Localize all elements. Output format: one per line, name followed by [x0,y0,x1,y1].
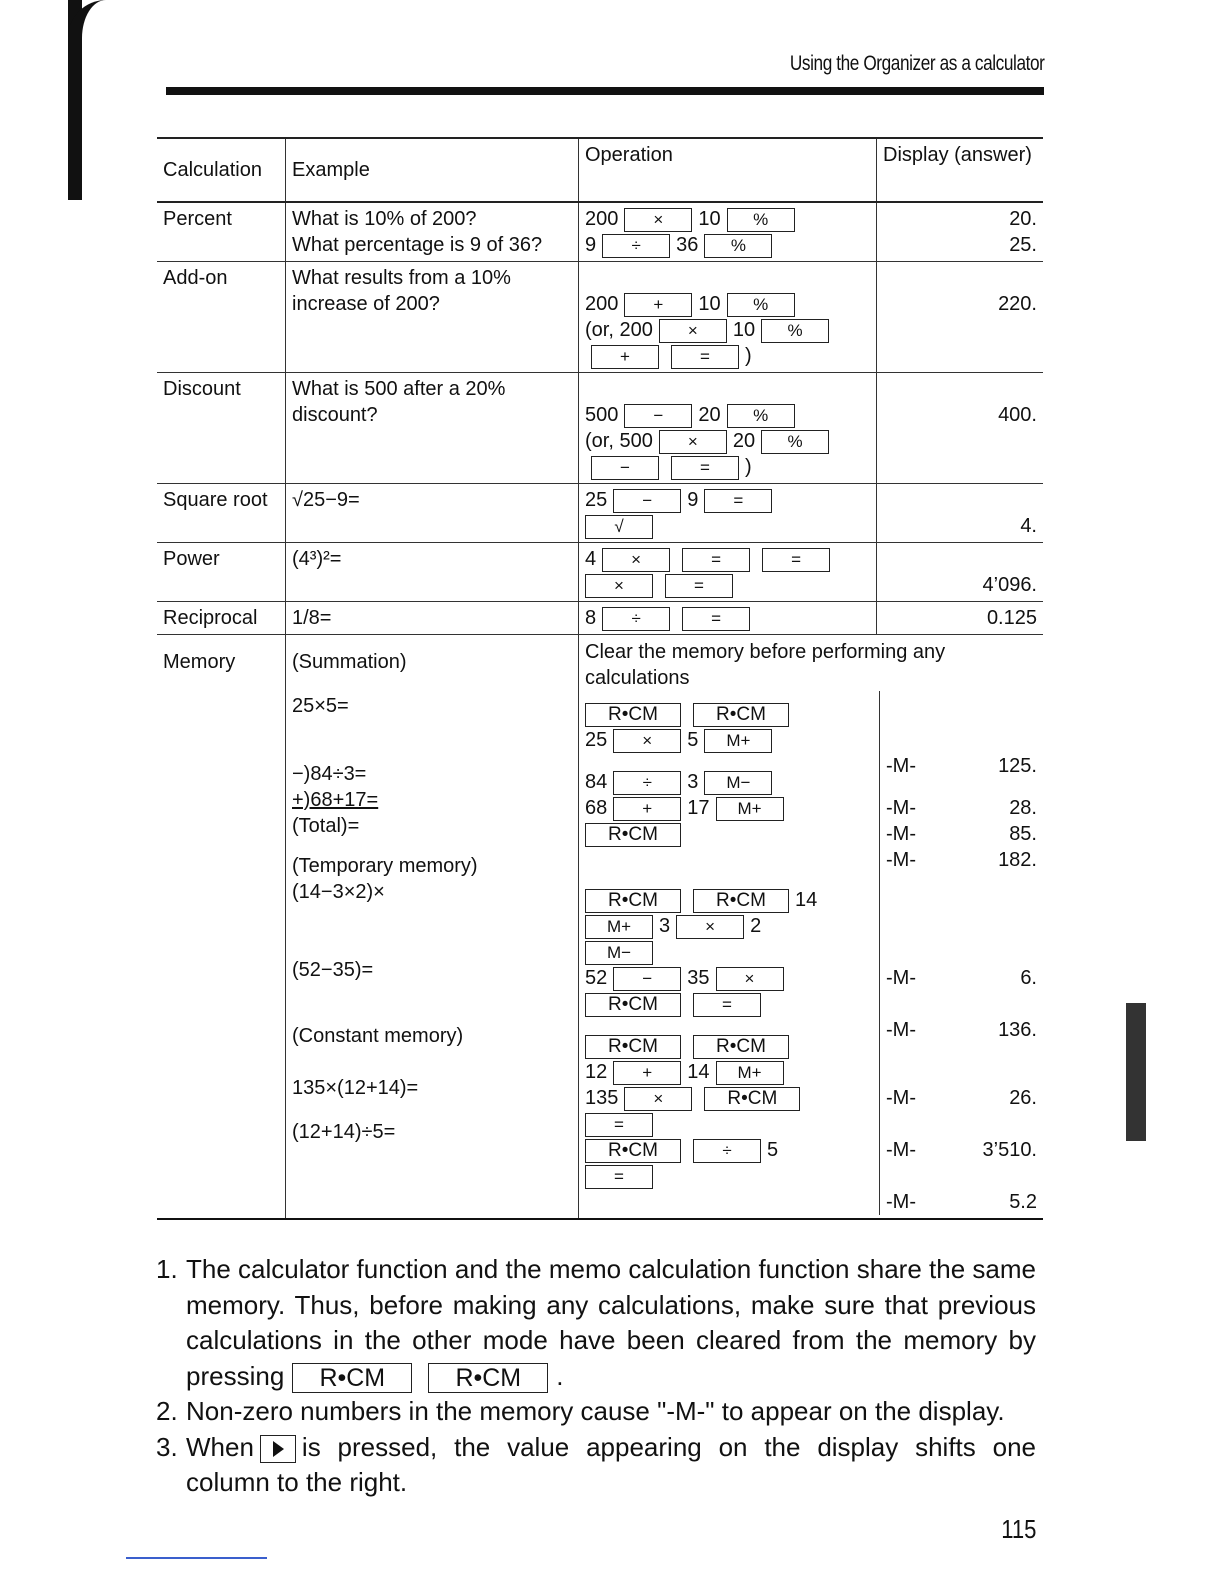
op-num: 200 [585,293,619,315]
operation-cell [579,202,877,262]
calculation-table [157,137,1043,1220]
note-item [156,1430,1036,1501]
operation-cell [579,262,877,373]
key-percent: % [727,208,795,232]
op-line [585,965,875,991]
operation-cell [579,543,877,602]
op-num: 9 [687,489,699,511]
display-cell [877,484,1044,543]
display-value: 0.125 [986,607,1037,629]
op-line [585,1111,875,1137]
key-equals: = [585,1165,653,1189]
calc-name: Discount [157,373,286,484]
table-row [157,373,1043,484]
display-cell [877,262,1044,373]
example-cell [286,602,579,635]
example-line: (Summation) [292,651,407,673]
memory-indicator: -M- [886,1019,916,1041]
key-rcm: R•CM [585,993,681,1017]
key-mplus: M+ [585,915,653,939]
spacer [883,546,1037,572]
spacer [883,487,1037,513]
key-equals: = [682,548,750,572]
op-num: 17 [687,797,710,819]
example-line: (Constant memory) [292,1025,464,1047]
display-value: 125. [998,755,1037,777]
memory-grid [585,691,1037,1215]
example-line: 25×5= [292,695,349,717]
op-line [585,1085,875,1111]
key-equals: = [693,993,761,1017]
op-num: 200 [585,208,619,230]
example-line: (4³)²= [292,548,342,570]
display-value: 182. [998,849,1037,871]
col-header-display: Display (answer) [877,138,1044,202]
key-rcm: R•CM [428,1363,548,1393]
op-line [585,887,875,913]
key-percent: % [727,404,795,428]
op-num: 36 [676,234,699,256]
key-equals: = [682,607,750,631]
key-mplus: M+ [704,729,772,753]
key-rcm: R•CM [693,703,789,727]
op-line [585,513,870,539]
example-line: discount? [292,404,378,426]
op-num: (or, 200 [585,319,653,341]
spacer [585,265,870,291]
op-line [585,605,870,631]
example-line: 135×(12+14)= [292,1077,419,1099]
display-value: 5.2 [1009,1191,1037,1213]
op-line [585,701,875,727]
key-equals: = [762,548,830,572]
key-mplus: M+ [716,1061,784,1085]
key-times: × [602,548,670,572]
op-line [585,1163,875,1189]
memory-display [879,691,1037,1215]
example-line: What is 500 after a 20% [292,378,506,400]
example-line: 1/8= [292,607,332,629]
key-rcm: R•CM [585,1139,681,1163]
play-key-icon [260,1435,296,1463]
table-row-memory [157,635,1043,1220]
calc-name: Memory [157,635,286,1220]
op-line [585,913,875,939]
note-number: 2. [156,1396,178,1426]
key-rcm: R•CM [585,703,681,727]
op-num: 10 [698,208,721,230]
op-num: 14 [687,1061,710,1083]
op-num: 5 [767,1139,779,1161]
memory-note: Clear the memory before performing any calculations [585,641,946,689]
display-value: 26. [1009,1087,1037,1109]
memory-display-row [886,965,1037,991]
display-value: 20. [1009,208,1037,230]
page-header: Using the Organizer as a calculator [789,52,1044,75]
table-header-row [157,138,1043,202]
op-num: 25 [585,729,608,751]
calc-name: Power [157,543,286,602]
example-line: +)68+17= [292,789,379,811]
memory-ops [585,691,875,1215]
op-num: 68 [585,797,608,819]
op-paren: ) [745,345,752,367]
key-rcm: R•CM [585,823,681,847]
op-num: 8 [585,607,597,629]
key-times: × [585,574,653,598]
key-equals: = [671,345,739,369]
table-row [157,543,1043,602]
op-num: 4 [585,548,597,570]
example-cell [286,543,579,602]
memory-display-row [886,1017,1037,1043]
note-number: 1. [156,1254,178,1284]
key-times: × [624,1087,692,1111]
spacer [585,376,870,402]
op-line [585,1033,875,1059]
op-line [585,232,870,258]
op-num: 135 [585,1087,619,1109]
memory-display-row [886,1189,1037,1215]
example-cell [286,202,579,262]
example-line: (Temporary memory) [292,855,478,877]
spacer [883,265,1037,291]
col-header-operation: Operation [579,138,877,202]
display-cell [877,543,1044,602]
key-divide: ÷ [613,771,681,795]
key-percent: % [704,234,772,258]
memory-indicator: -M- [886,1191,916,1213]
key-minus: − [624,404,692,428]
key-rcm: R•CM [693,1035,789,1059]
key-equals: = [585,1113,653,1137]
op-line [585,487,870,513]
op-num: 3 [659,915,671,937]
op-num: 14 [795,889,818,911]
note-item [156,1252,1036,1394]
note-text: Non-zero numbers in the memory cause "-M-" to appear on the display. [186,1396,1005,1426]
key-rcm: R•CM [585,1035,681,1059]
example-line: √25−9= [292,489,360,511]
key-divide: ÷ [602,234,670,258]
example-line: (14−3×2)× [292,881,385,903]
op-line [585,991,875,1017]
key-sqrt: √ [585,515,653,539]
calc-name: Add-on [157,262,286,373]
key-percent: % [727,293,795,317]
header-rule [166,87,1044,95]
op-line [585,402,870,428]
note-text [186,1252,1036,1394]
key-rcm: R•CM [693,889,789,913]
op-num: 12 [585,1061,608,1083]
op-num: 25 [585,489,608,511]
memory-display-row [886,1137,1037,1163]
op-line [585,428,870,454]
note-text-part: is pressed, the value appearing on the display shifts one column to the right. [186,1431,1036,1497]
display-value: 85. [1009,823,1037,845]
key-rcm: R•CM [585,889,681,913]
op-num: 20 [698,404,721,426]
example-line: (Total)= [292,815,360,837]
key-rcm: R•CM [704,1087,800,1111]
footer-rule [126,1557,267,1559]
display-value: 136. [998,1019,1037,1041]
memory-display-row [886,821,1037,847]
example-line: increase of 200? [292,293,440,315]
key-percent: % [761,319,829,343]
operation-cell [579,602,877,635]
page-number: 115 [1000,1514,1036,1544]
display-value: 3’510. [982,1139,1037,1161]
col-header-example: Example [286,138,579,202]
key-times: × [624,208,692,232]
op-num: 5 [687,729,699,751]
op-num: 52 [585,967,608,989]
memory-display-row [886,753,1037,779]
op-num: 500 [585,404,619,426]
key-mminus: M− [585,941,653,965]
op-line [585,795,875,821]
op-num: 84 [585,771,608,793]
note-text [186,1430,1036,1501]
notes-list [156,1252,1036,1501]
op-num: 3 [687,771,699,793]
display-value: 400. [998,404,1037,426]
key-rcm: R•CM [292,1363,412,1393]
op-num: 35 [687,967,710,989]
key-times: × [659,430,727,454]
op-line [585,939,875,965]
example-cell [286,373,579,484]
col-header-calculation: Calculation [157,138,286,202]
op-line [585,727,875,753]
key-times: × [676,915,744,939]
display-value: 28. [1009,797,1037,819]
operation-cell [579,373,877,484]
key-equals: = [704,489,772,513]
key-minus: − [613,489,681,513]
spacer [883,376,1037,402]
example-cell [286,484,579,543]
key-minus: − [591,456,659,480]
key-plus: + [591,345,659,369]
memory-display-row [886,1085,1037,1111]
note-text-part: . [556,1360,564,1391]
table-row [157,484,1043,543]
key-times: × [613,729,681,753]
key-divide: ÷ [693,1139,761,1163]
op-line [585,454,870,480]
memory-operation-cell [579,635,1044,1220]
key-minus: − [613,967,681,991]
memory-display-row [886,795,1037,821]
note-number: 3. [156,1431,178,1462]
memory-indicator: -M- [886,823,916,845]
key-times: × [659,319,727,343]
example-cell [286,635,579,1220]
note-text-part: When [186,1431,254,1462]
memory-display-row [886,847,1037,873]
calc-name: Reciprocal [157,602,286,635]
op-line [585,291,870,317]
op-num: (or, 500 [585,430,653,452]
display-cell [877,602,1044,635]
example-line: (12+14)÷5= [292,1121,396,1143]
table-row [157,262,1043,373]
example-line: What is 10% of 200? [292,208,477,230]
key-equals: = [671,456,739,480]
key-equals: = [665,574,733,598]
op-line [585,206,870,232]
example-line: −)84÷3= [292,763,367,785]
display-cell [877,373,1044,484]
display-value: 4. [1020,515,1037,537]
example-cell [286,262,579,373]
op-num: 9 [585,234,597,256]
op-line [585,572,870,598]
op-line [585,769,875,795]
example-line: What percentage is 9 of 36? [292,234,543,256]
example-line: What results from a 10% [292,267,511,289]
key-mminus: M− [704,771,772,795]
op-line [585,1137,875,1163]
key-plus: + [624,293,692,317]
key-mplus: M+ [716,797,784,821]
section-tab [1126,1003,1146,1141]
display-cell [877,202,1044,262]
display-value: 6. [1020,967,1037,989]
key-times: × [716,967,784,991]
op-line [585,821,875,847]
op-line [585,1059,875,1085]
memory-indicator: -M- [886,849,916,871]
memory-indicator: -M- [886,1087,916,1109]
memory-indicator: -M- [886,1139,916,1161]
display-value: 220. [998,293,1037,315]
note-item [156,1394,1036,1430]
table-row [157,202,1043,262]
memory-indicator: -M- [886,967,916,989]
note-text-part: The calculator function and the memo calculation function share the same memory. Thus, before making any calculations, make sure that previous calculations in the other mode have been cleared from the memory by pressing [186,1254,1036,1391]
op-paren: ) [745,456,752,478]
operation-cell [579,484,877,543]
key-percent: % [761,430,829,454]
key-plus: + [613,1061,681,1085]
op-num: 10 [698,293,721,315]
example-line: (52−35)= [292,959,374,981]
calc-name: Percent [157,202,286,262]
op-num: 10 [732,319,756,341]
display-value: 4’096. [982,574,1037,596]
display-value: 25. [1009,234,1037,256]
key-plus: + [613,797,681,821]
op-line [585,343,870,369]
op-num: 20 [732,430,756,452]
op-line [585,317,870,343]
op-line [585,546,870,572]
memory-indicator: -M- [886,755,916,777]
calc-name: Square root [157,484,286,543]
op-num: 2 [750,915,762,937]
memory-indicator: -M- [886,797,916,819]
key-divide: ÷ [602,607,670,631]
table-row [157,602,1043,635]
